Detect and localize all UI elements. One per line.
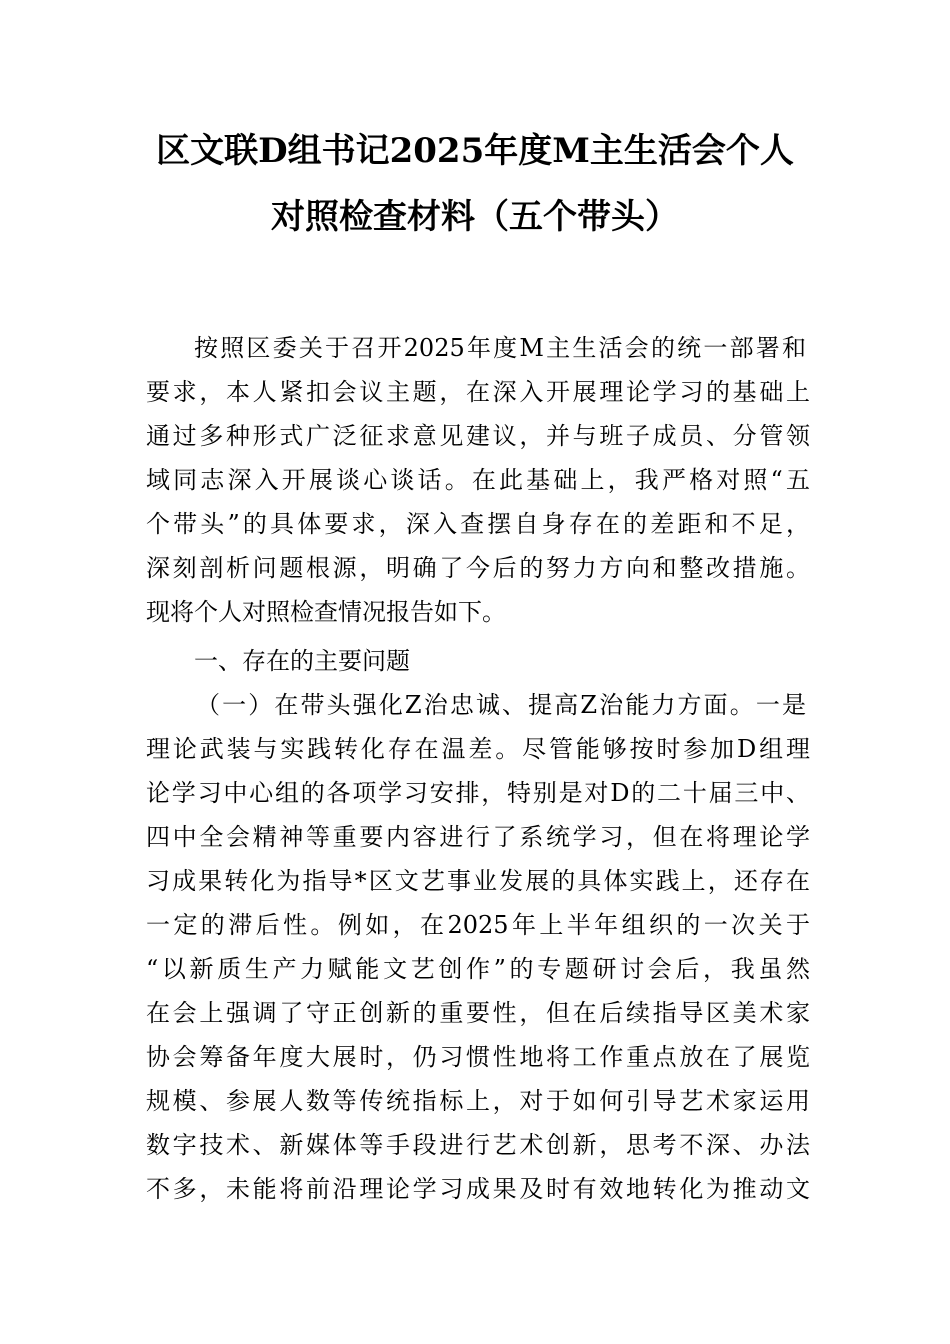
body-line: 四中全会精神等重要内容进行了系统学习，但在将理论学 [146,823,810,851]
section-heading: 一、存在的主要问题 [194,647,410,675]
body-line: 理论武装与实践转化存在温差。尽管能够按时参加D组理 [146,735,810,763]
intro-line: 要求，本人紧扣会议主题，在深入开展理论学习的基础上 [146,378,810,406]
body-line: 论学习中心组的各项学习安排，特别是对D的二十届三中、 [146,779,810,807]
body-line: 数字技术、新媒体等手段进行艺术创新，思考不深、办法 [146,1131,810,1159]
intro-line: 个带头”的具体要求，深入查摆自身存在的差距和不足， [146,510,810,538]
body-line: 习成果转化为指导*区文艺事业发展的具体实践上，还存在 [146,867,810,895]
intro-line: 按照区委关于召开2025年度M主生活会的统一部署和 [194,334,806,362]
subsection-heading: （一）在带头强化Z治忠诚、提高Z治能力方面。一是 [196,691,806,719]
title-line-1: 区文联D组书记2025年度M主生活会个人 [156,131,794,171]
body-line: 协会筹备年度大展时，仍习惯性地将工作重点放在了展览 [146,1043,810,1071]
body-line: 一定的滞后性。例如，在2025年上半年组织的一次关于 [146,911,810,939]
body-line: 不多，未能将前沿理论学习成果及时有效地转化为推动文 [146,1175,810,1203]
body-line: 规模、参展人数等传统指标上，对于如何引导艺术家运用 [146,1087,810,1115]
intro-line: 深刻剖析问题根源，明确了今后的努力方向和整改措施。 [146,554,810,582]
intro-line: 通过多种形式广泛征求意见建议，并与班子成员、分管领 [146,422,810,450]
intro-line: 域同志深入开展谈心谈话。在此基础上，我严格对照“五 [146,466,810,494]
body-line: “以新质生产力赋能文艺创作”的专题研讨会后，我虽然 [146,955,810,983]
document-title [100,118,850,250]
title-line-2: 对照检查材料（五个带头） [271,197,679,237]
intro-line: 现将个人对照检查情况报告如下。 [146,598,506,626]
body-line: 在会上强调了守正创新的重要性，但在后续指导区美术家 [146,999,810,1027]
